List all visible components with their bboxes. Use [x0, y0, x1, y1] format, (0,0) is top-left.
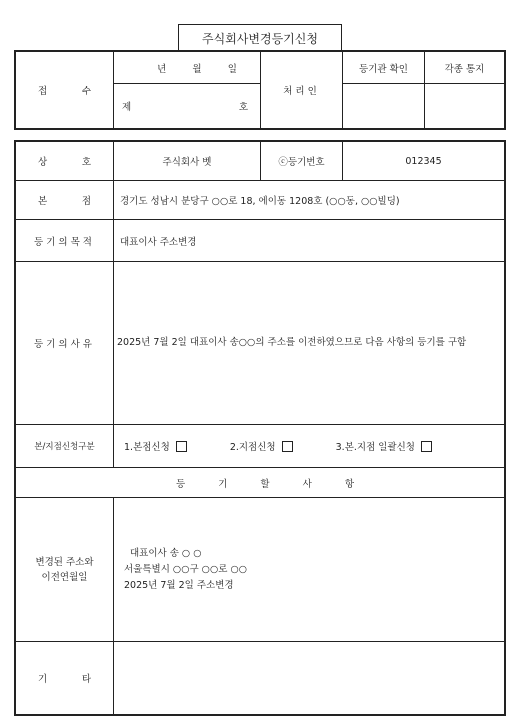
company-name-label: 상 호 — [16, 142, 114, 181]
other-value[interactable] — [114, 642, 505, 715]
company-name-value[interactable]: 주식회사 벳 — [114, 142, 261, 181]
main-table — [15, 141, 505, 715]
changed-value[interactable]: 대표이사 송 ○ ○ 서울특별시 ○○구 ○○로 ○○ 2025년 7월 2일 주소변경 — [114, 498, 505, 642]
processor-label: 처리인 — [261, 52, 343, 129]
hq-label: 본 점 — [16, 181, 114, 220]
purpose-label: 등기의목적 — [16, 220, 114, 262]
branch-options — [114, 425, 505, 468]
checkbox[interactable] — [282, 441, 293, 452]
hq-value[interactable]: 경기도 성남시 분당구 ○○로 18, 에이동 1208호 (○○동, ○○빌딩) — [114, 181, 505, 220]
checkbox[interactable] — [421, 441, 432, 452]
registrar-check-cell[interactable] — [343, 84, 425, 129]
notices-cell[interactable] — [425, 84, 505, 129]
branch-label: 본/지점신청구분 — [16, 425, 114, 468]
reason-label: 등기의사유 — [16, 262, 114, 425]
notices-label: 각종 통지 — [425, 52, 505, 84]
registrar-check-label: 등기관 확인 — [343, 52, 425, 84]
option-branch[interactable]: 2.지점신청 — [230, 439, 293, 453]
checkbox[interactable] — [176, 441, 187, 452]
reason-value[interactable]: 2025년 7월 2일 대표이사 송○○의 주소를 이전하였으므로 다음 사항의 등기를 구함 — [114, 262, 505, 425]
form-title: 주식회사변경등기신청 — [178, 24, 342, 51]
reception-label: 접 수 — [16, 52, 114, 129]
option-headquarters[interactable]: 1.본점신청 — [124, 439, 187, 453]
reception-date[interactable]: 년 월 일 — [114, 52, 261, 84]
other-label: 기 타 — [16, 642, 114, 715]
section-header: 등 기 할 사 항 — [16, 468, 505, 498]
changed-label: 변경된 주소와 이전연월일 — [16, 498, 114, 642]
reception-table — [15, 51, 505, 129]
reg-no-value[interactable]: 012345 — [343, 142, 505, 181]
reg-no-label: ⓒ등기번호 — [261, 142, 343, 181]
reception-number[interactable]: 제 호 — [114, 84, 261, 129]
option-both[interactable]: 3.본.지점 일괄신청 — [336, 439, 432, 453]
purpose-value[interactable]: 대표이사 주소변경 — [114, 220, 505, 262]
